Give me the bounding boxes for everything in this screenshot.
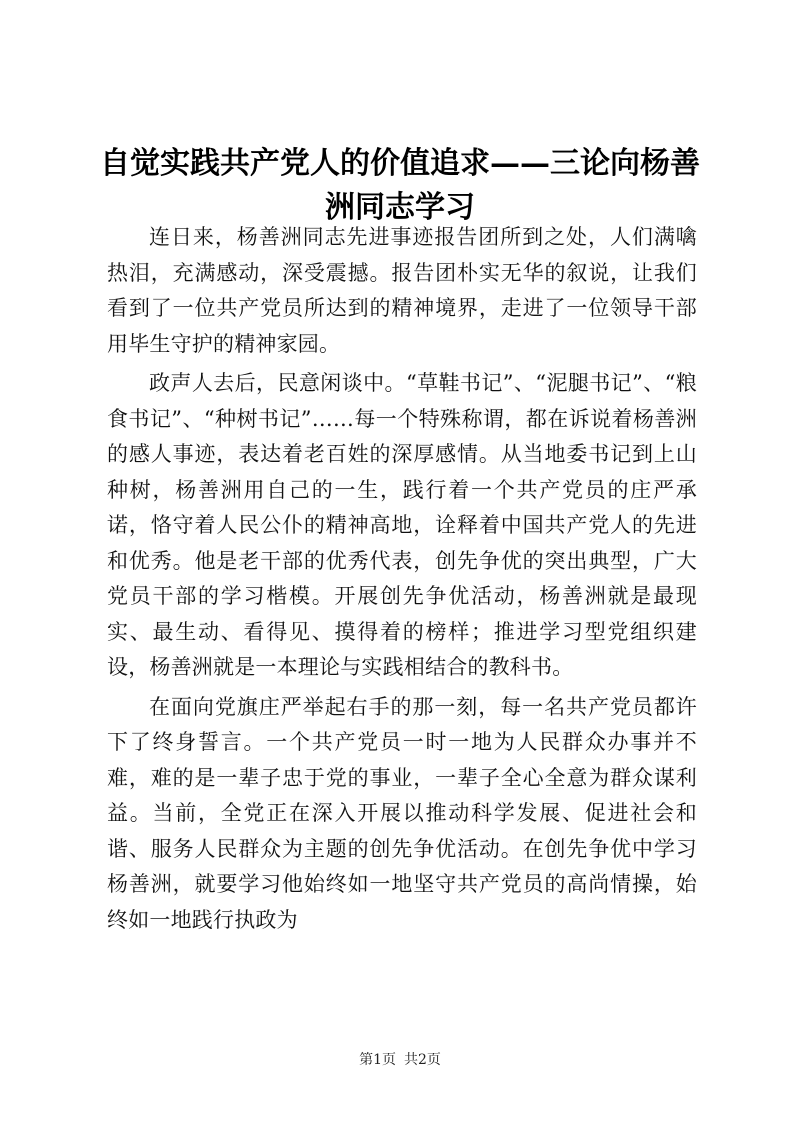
document-title: 自觉实践共产党人的价值追求——三论向杨善洲同志学习 bbox=[100, 146, 700, 225]
page-number-current: 第1页 bbox=[359, 1052, 396, 1068]
paragraph-3: 在面向党旗庄严举起右手的那一刻，每一名共产党员都许下了终身誓言。一个共产党员一时一地为人民群众办事并不难，难的是一辈子忠于党的事业，一辈子全心全意为群众谋利益。当前，全党正在深入开展以推动科学发展、促进社会和谐、服务人民群众为主题的创先争优活动。在创先争优中学习杨善洲，就要学习他始终如一地坚守共产党员的高尚情操，始终如一地践行执政为 bbox=[107, 694, 697, 932]
page-footer bbox=[0, 1050, 800, 1070]
paragraph-1: 连日来，杨善洲同志先进事迹报告团所到之处，人们满噙热泪，充满感动，深受震撼。报告团朴实无华的叙说，让我们看到了一位共产党员所达到的精神境界，走进了一位领导干部用毕生守护的精神家园。 bbox=[107, 225, 697, 356]
document-body bbox=[107, 220, 697, 942]
paragraph-2: 政声人去后，民意闲谈中。“草鞋书记”、“泥腿书记”、“粮食书记”、“种树书记”……每一个特殊称谓，都在诉说着杨善洲的感人事迹，表达着老百姓的深厚感情。从当地委书记到上山种树，杨善洲用自己的一生，践行着一个共产党员的庄严承诺，恪守着人民公仆的精神高地，诠释着中国共产党人的先进和优秀。他是老干部的优秀代表，创先争优的突出典型，广大党员干部的学习楷模。开展创先争优活动，杨善洲就是最现实、最生动、看得见、摸得着的榜样；推进学习型党组织建设，杨善洲就是一本理论与实践相结合的教科书。 bbox=[107, 371, 697, 679]
page-number-total: 共2页 bbox=[404, 1052, 441, 1068]
